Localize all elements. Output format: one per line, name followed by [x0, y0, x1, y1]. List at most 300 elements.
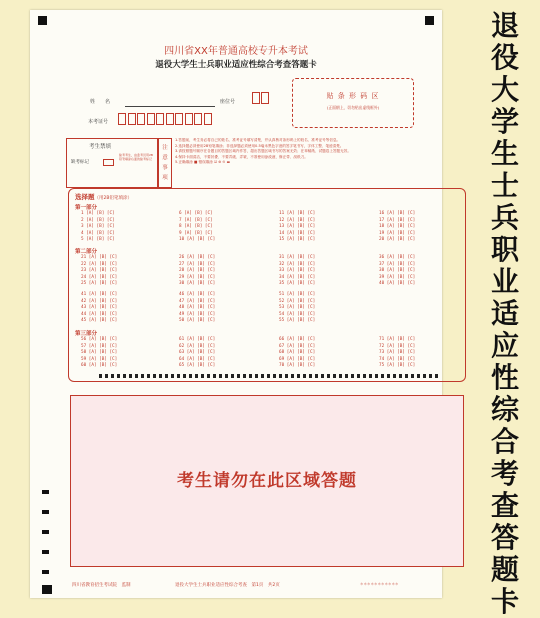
question-options[interactable]: [A] [B] [C]	[386, 356, 416, 362]
missing-label: 缺考标记	[71, 160, 89, 165]
exam-no-box[interactable]	[137, 113, 145, 125]
question-item[interactable]	[179, 218, 213, 223]
note-line: 2.选择题必须使用2B铅笔填涂；非选择题必须使用0.5毫米黑色字迹的签字笔书写，字体工整、笔迹清楚。	[175, 143, 344, 148]
question-item[interactable]	[179, 237, 215, 242]
exam-no-box[interactable]	[118, 113, 126, 125]
no-answer-area	[70, 395, 464, 567]
question-item[interactable]	[179, 255, 215, 260]
question-number: 13	[279, 224, 287, 229]
question-item[interactable]	[279, 305, 315, 310]
side-title-char: 综	[490, 393, 519, 426]
question-number: 16	[379, 211, 387, 216]
name-field[interactable]	[125, 106, 215, 107]
question-item[interactable]	[179, 305, 215, 310]
question-options[interactable]: [A] [B] [C]	[88, 281, 118, 286]
question-item[interactable]	[81, 275, 117, 280]
choice-title	[75, 192, 132, 201]
question-options[interactable]: [A] [B] [C]	[88, 343, 118, 349]
question-number: 7	[179, 217, 185, 223]
question-item[interactable]	[279, 275, 315, 280]
question-options[interactable]: [A] [B] [C]	[286, 350, 316, 355]
side-title-char: 役	[490, 41, 519, 74]
question-options[interactable]: [A] [B] [C]	[88, 298, 118, 304]
question-options[interactable]: [A] [B] [C]	[186, 318, 216, 323]
question-options[interactable]: [A] [B] [C]	[186, 343, 216, 349]
question-item[interactable]	[279, 262, 315, 267]
exam-no-box[interactable]	[194, 113, 202, 125]
footer-left: 四川省教育招生考试院 监制	[72, 583, 131, 588]
question-options[interactable]: [A] [B] [C]	[88, 318, 118, 323]
question-number: 39	[379, 274, 387, 280]
question-number: 42	[81, 298, 89, 304]
question-number: 40	[379, 281, 387, 286]
question-item[interactable]	[279, 231, 315, 236]
question-item[interactable]	[279, 312, 315, 317]
question-item[interactable]	[81, 305, 117, 310]
question-options[interactable]: [A] [B] [C]	[186, 292, 216, 297]
missing-note: 缺考考生，由监考员用2B铅笔填涂右面的缺考标记	[119, 153, 153, 161]
question-item[interactable]	[81, 237, 115, 242]
question-item[interactable]	[81, 224, 115, 229]
question-options[interactable]: [A] [B] [C]	[386, 261, 416, 267]
side-title-char: 合	[490, 425, 519, 458]
exam-no-label: 本考证号	[88, 119, 109, 125]
question-item[interactable]	[379, 344, 415, 349]
question-item[interactable]	[279, 357, 315, 362]
question-number: 25	[81, 281, 89, 286]
question-options[interactable]: [A] [B] [C]	[286, 281, 316, 286]
question-number: 69	[279, 356, 287, 362]
side-title-char: 答	[490, 521, 519, 554]
question-options[interactable]: [A] [B] [C]	[186, 363, 216, 368]
side-title-char: 题	[490, 553, 519, 586]
question-options[interactable]: [A] [B] [C]	[186, 311, 216, 317]
question-number: 49	[179, 311, 187, 317]
question-item[interactable]	[379, 211, 415, 216]
exam-no-box[interactable]	[128, 113, 136, 125]
question-item[interactable]	[279, 224, 315, 229]
question-options[interactable]: [A] [B] [C]	[186, 356, 216, 362]
question-options[interactable]: [A] [B] [C]	[186, 268, 216, 273]
question-options[interactable]: [A] [B] [C]	[286, 274, 316, 280]
question-item[interactable]	[179, 224, 213, 229]
question-options[interactable]: [A] [B] [C]	[86, 217, 115, 223]
question-options[interactable]: [A] [B] [C]	[186, 350, 216, 355]
question-options[interactable]: [A] [B] [C]	[88, 274, 118, 280]
question-number: 6	[179, 211, 185, 216]
question-number: 19	[379, 230, 387, 236]
exam-no-box[interactable]	[147, 113, 155, 125]
question-number: 65	[179, 363, 187, 368]
question-options[interactable]: [A] [B] [C]	[86, 224, 115, 229]
exam-title: 四川省XX年普通高校专升本考试	[164, 46, 308, 57]
question-number: 58	[81, 350, 89, 355]
side-title-char: 应	[490, 329, 519, 362]
question-item[interactable]	[179, 262, 215, 267]
question-options[interactable]: [A] [B] [C]	[184, 217, 213, 223]
side-title-char: 大	[490, 73, 519, 106]
question-number: 64	[179, 356, 187, 362]
question-number: 43	[81, 305, 89, 310]
notes-title: 注意事项	[162, 145, 168, 181]
question-options[interactable]: [A] [B] [C]	[286, 311, 316, 317]
side-title-char: 职	[490, 233, 519, 266]
question-number: 18	[379, 224, 387, 229]
notes-text	[175, 138, 450, 190]
question-item[interactable]	[179, 275, 215, 280]
question-options[interactable]: [A] [B] [C]	[286, 261, 316, 267]
question-item[interactable]	[379, 281, 415, 286]
question-number: 36	[379, 255, 387, 260]
question-number: 57	[81, 343, 89, 349]
question-item[interactable]	[379, 357, 415, 362]
question-number: 4	[81, 230, 87, 236]
question-item[interactable]	[81, 255, 117, 260]
question-number: 30	[179, 281, 187, 286]
question-options[interactable]: [A] [B] [C]	[286, 337, 316, 342]
question-options[interactable]: [A] [B] [C]	[386, 230, 416, 236]
question-item[interactable]	[81, 344, 117, 349]
section-1-label: 第一部分	[75, 205, 98, 211]
question-number: 62	[179, 343, 187, 349]
question-options[interactable]: [A] [B] [C]	[86, 211, 115, 216]
timing-mark	[42, 550, 49, 554]
question-item[interactable]	[179, 337, 215, 342]
question-number: 33	[279, 268, 287, 273]
question-options[interactable]: [A] [B] [C]	[286, 292, 316, 297]
note-line: 3.请按照题号顺序在各题目的答题区域内作答，超出答题区域书写的答案无效；在草稿纸、试题卷上答题无效。	[175, 149, 351, 153]
question-item[interactable]	[81, 292, 117, 297]
question-number: 60	[81, 363, 89, 368]
question-options[interactable]: [A] [B] [C]	[286, 298, 316, 304]
question-item[interactable]	[179, 268, 215, 273]
question-options[interactable]: [A] [B] [C]	[184, 211, 213, 216]
question-number: 20	[379, 237, 387, 242]
question-options[interactable]: [A] [B] [C]	[88, 311, 118, 317]
question-number: 21	[81, 255, 89, 260]
question-item[interactable]	[379, 255, 415, 260]
question-number: 27	[179, 261, 187, 267]
question-item[interactable]	[179, 231, 213, 236]
question-item[interactable]	[279, 318, 315, 323]
question-item[interactable]	[279, 292, 315, 297]
side-title	[475, 9, 535, 618]
question-options[interactable]: [A] [B] [C]	[286, 343, 316, 349]
side-title-char: 适	[490, 297, 519, 330]
question-options[interactable]: [A] [B] [C]	[286, 356, 316, 362]
question-number: 3	[81, 224, 87, 229]
question-options[interactable]: [A] [B] [C]	[184, 224, 213, 229]
question-number: 73	[379, 350, 387, 355]
question-item[interactable]	[379, 337, 415, 342]
question-item[interactable]	[279, 268, 315, 273]
question-item[interactable]	[81, 268, 117, 273]
side-title-char: 退	[490, 9, 519, 42]
question-number: 10	[179, 237, 187, 242]
question-options[interactable]: [A] [B] [C]	[286, 217, 316, 223]
note-line: 1.答题前，考生务必将自己的姓名、准考证号填写清楚，并认真核对条形码上的姓名、准考证号等信息。	[175, 138, 341, 142]
choice-subtitle: （用2B铅笔填涂）	[94, 196, 132, 201]
question-number: 50	[179, 318, 187, 323]
note-line: 5.正确填涂 ■ 错误填涂 ☑ ⊗ ⊙ ▬	[175, 160, 231, 164]
question-item[interactable]	[81, 318, 117, 323]
question-number: 9	[179, 230, 185, 236]
question-item[interactable]	[81, 231, 115, 236]
question-options[interactable]: [A] [B] [C]	[286, 237, 316, 242]
question-number: 74	[379, 356, 387, 362]
question-item[interactable]	[81, 312, 117, 317]
seat-box[interactable]	[261, 92, 269, 104]
question-item[interactable]	[279, 281, 315, 286]
question-number: 70	[279, 363, 287, 368]
timing-strip	[99, 374, 439, 378]
question-options[interactable]: [A] [B] [C]	[86, 230, 115, 236]
question-number: 34	[279, 274, 287, 280]
name-label: 姓 名	[90, 99, 111, 105]
question-item[interactable]	[379, 268, 415, 273]
question-options[interactable]: [A] [B] [C]	[88, 363, 118, 368]
choice-area	[68, 188, 466, 382]
question-number: 31	[279, 255, 287, 260]
notes-title-box	[158, 138, 172, 188]
question-options[interactable]: [A] [B] [C]	[386, 237, 416, 242]
question-item[interactable]	[379, 350, 415, 355]
seat-label: 座位号	[220, 99, 236, 105]
question-number: 23	[81, 268, 89, 273]
question-options[interactable]: [A] [B] [C]	[286, 318, 316, 323]
question-number: 67	[279, 343, 287, 349]
no-answer-text: 考生请勿在此区域答题	[177, 471, 357, 491]
question-item[interactable]	[379, 275, 415, 280]
question-item[interactable]	[179, 312, 215, 317]
side-title-char: 性	[490, 361, 519, 394]
side-title-char: 士	[490, 169, 519, 202]
question-number: 5	[81, 237, 87, 242]
question-number: 32	[279, 261, 287, 267]
question-options[interactable]: [A] [B] [C]	[186, 237, 216, 242]
exam-no-box[interactable]	[156, 113, 164, 125]
question-item[interactable]	[81, 218, 115, 223]
question-item[interactable]	[279, 211, 315, 216]
question-options[interactable]: [A] [B] [C]	[186, 274, 216, 280]
exam-no-box[interactable]	[175, 113, 183, 125]
answer-sheet	[30, 10, 442, 598]
choice-title-text: 选择题	[75, 193, 95, 201]
timing-mark	[42, 570, 49, 574]
question-item[interactable]	[179, 211, 213, 216]
question-item[interactable]	[379, 363, 415, 368]
question-item[interactable]	[179, 363, 215, 368]
question-options[interactable]: [A] [B] [C]	[386, 217, 416, 223]
question-options[interactable]: [A] [B] [C]	[186, 337, 216, 342]
question-options[interactable]: [A] [B] [C]	[186, 261, 216, 267]
question-number: 28	[179, 268, 187, 273]
question-options[interactable]: [A] [B] [C]	[88, 350, 118, 355]
question-number: 72	[379, 343, 387, 349]
section-2-label: 第二部分	[75, 249, 98, 255]
question-number: 12	[279, 217, 287, 223]
question-number: 54	[279, 311, 287, 317]
question-number: 38	[379, 268, 387, 273]
question-options[interactable]: [A] [B] [C]	[386, 224, 416, 229]
corner-mark	[42, 585, 52, 594]
question-options[interactable]: [A] [B] [C]	[86, 237, 115, 242]
question-item[interactable]	[81, 211, 115, 216]
question-number: 44	[81, 311, 89, 317]
question-item[interactable]	[379, 224, 415, 229]
question-item[interactable]	[279, 344, 315, 349]
question-number: 26	[179, 255, 187, 260]
question-number: 2	[81, 217, 87, 223]
timing-mark	[42, 510, 49, 514]
footer-center: 退役大学生士兵职业适应性综合考查 第1页 共2页	[175, 583, 280, 588]
question-item[interactable]	[379, 218, 415, 223]
question-item[interactable]	[81, 262, 117, 267]
question-number: 11	[279, 211, 287, 216]
question-options[interactable]: [A] [B] [C]	[286, 268, 316, 273]
question-options[interactable]: [A] [B] [C]	[88, 268, 118, 273]
question-number: 17	[379, 217, 387, 223]
side-title-char: 考	[490, 457, 519, 490]
exam-no-box[interactable]	[204, 113, 212, 125]
question-number: 61	[179, 337, 187, 342]
question-options[interactable]: [A] [B] [C]	[286, 230, 316, 236]
seat-box[interactable]	[252, 92, 260, 104]
question-options[interactable]: [A] [B] [C]	[286, 363, 316, 368]
question-options[interactable]: [A] [B] [C]	[88, 305, 118, 310]
question-number: 37	[379, 261, 387, 267]
question-options[interactable]: [A] [B] [C]	[386, 274, 416, 280]
question-number: 63	[179, 350, 187, 355]
banned-label: 考生禁填	[89, 144, 112, 150]
question-options[interactable]: [A] [B] [C]	[286, 305, 316, 310]
question-options[interactable]: [A] [B] [C]	[286, 211, 316, 216]
question-number: 47	[179, 298, 187, 304]
question-item[interactable]	[279, 218, 315, 223]
question-number: 66	[279, 337, 287, 342]
timing-mark	[42, 530, 49, 534]
barcode-title: 贴 条 形 码 区	[326, 92, 380, 100]
question-options[interactable]: [A] [B] [C]	[186, 281, 216, 286]
corner-mark	[38, 16, 47, 25]
question-options[interactable]: [A] [B] [C]	[88, 356, 118, 362]
question-item[interactable]	[279, 237, 315, 242]
question-options[interactable]: [A] [B] [C]	[386, 350, 416, 355]
missing-mark-box[interactable]	[103, 159, 114, 166]
question-item[interactable]	[379, 237, 415, 242]
question-number: 8	[179, 224, 185, 229]
question-number: 52	[279, 298, 287, 304]
question-options[interactable]: [A] [B] [C]	[88, 255, 118, 260]
question-item[interactable]	[279, 350, 315, 355]
question-item[interactable]	[179, 281, 215, 286]
sheet-title: 退役大学生士兵职业适应性综合考查答题卡	[155, 60, 317, 70]
barcode-note: (正面朝上，切勿贴出虚线框外)	[326, 105, 380, 110]
footer-right: ＊＊＊＊＊＊＊＊＊＊＊	[360, 582, 399, 586]
question-number: 55	[279, 318, 287, 323]
question-number: 59	[81, 356, 89, 362]
question-number: 48	[179, 305, 187, 310]
question-number: 75	[379, 363, 387, 368]
question-options[interactable]: [A] [B] [C]	[386, 337, 416, 342]
question-item[interactable]	[81, 299, 117, 304]
side-title-char: 业	[490, 265, 519, 298]
question-item[interactable]	[179, 350, 215, 355]
question-item[interactable]	[179, 357, 215, 362]
question-options[interactable]: [A] [B] [C]	[286, 224, 316, 229]
question-number: 15	[279, 237, 287, 242]
question-number: 46	[179, 292, 187, 297]
question-item[interactable]	[179, 299, 215, 304]
question-options[interactable]: [A] [B] [C]	[386, 255, 416, 260]
question-options[interactable]: [A] [B] [C]	[88, 337, 118, 342]
side-title-char: 查	[490, 489, 519, 522]
question-number: 68	[279, 350, 287, 355]
question-number: 45	[81, 318, 89, 323]
question-number: 29	[179, 274, 187, 280]
question-options[interactable]: [A] [B] [C]	[186, 298, 216, 304]
question-options[interactable]: [A] [B] [C]	[386, 363, 416, 368]
timing-mark	[42, 490, 49, 494]
question-options[interactable]: [A] [B] [C]	[186, 255, 216, 260]
question-number: 56	[81, 337, 89, 342]
question-number: 22	[81, 261, 89, 267]
side-title-char: 学	[490, 105, 519, 138]
question-number: 1	[81, 211, 87, 216]
question-options[interactable]: [A] [B] [C]	[386, 343, 416, 349]
question-options[interactable]: [A] [B] [C]	[88, 261, 118, 267]
question-item[interactable]	[379, 231, 415, 236]
question-number: 41	[81, 292, 89, 297]
question-item[interactable]	[81, 337, 117, 342]
corner-mark	[425, 16, 434, 25]
question-item[interactable]	[279, 255, 315, 260]
question-options[interactable]: [A] [B] [C]	[386, 211, 416, 216]
question-item[interactable]	[81, 281, 117, 286]
question-item[interactable]	[179, 344, 215, 349]
question-item[interactable]	[81, 357, 117, 362]
question-number: 53	[279, 305, 287, 310]
question-options[interactable]: [A] [B] [C]	[186, 305, 216, 310]
question-item[interactable]	[279, 299, 315, 304]
question-number: 51	[279, 292, 287, 297]
side-title-char: 兵	[490, 201, 519, 234]
question-options[interactable]: [A] [B] [C]	[286, 255, 316, 260]
question-options[interactable]: [A] [B] [C]	[386, 268, 416, 273]
side-title-char: 生	[490, 137, 519, 170]
question-item[interactable]	[179, 318, 215, 323]
question-item[interactable]	[279, 337, 315, 342]
question-item[interactable]	[279, 363, 315, 368]
question-number: 24	[81, 274, 89, 280]
question-options[interactable]: [A] [B] [C]	[386, 281, 416, 286]
exam-no-box[interactable]	[185, 113, 193, 125]
question-number: 14	[279, 230, 287, 236]
question-options[interactable]: [A] [B] [C]	[184, 230, 213, 236]
question-item[interactable]	[81, 350, 117, 355]
question-item[interactable]	[379, 262, 415, 267]
question-item[interactable]	[81, 363, 117, 368]
exam-no-box[interactable]	[166, 113, 174, 125]
candidate-box	[66, 138, 158, 188]
note-line: 4.保持卡面清洁，不要折叠、不要弄破、弄皱，不准使用涂改液、修正带、刮纸刀。	[175, 154, 308, 159]
question-number: 71	[379, 337, 387, 342]
side-title-char: 卡	[490, 585, 519, 618]
question-options[interactable]: [A] [B] [C]	[88, 292, 118, 297]
question-number: 35	[279, 281, 287, 286]
question-item[interactable]	[179, 292, 215, 297]
barcode-area	[292, 78, 414, 128]
